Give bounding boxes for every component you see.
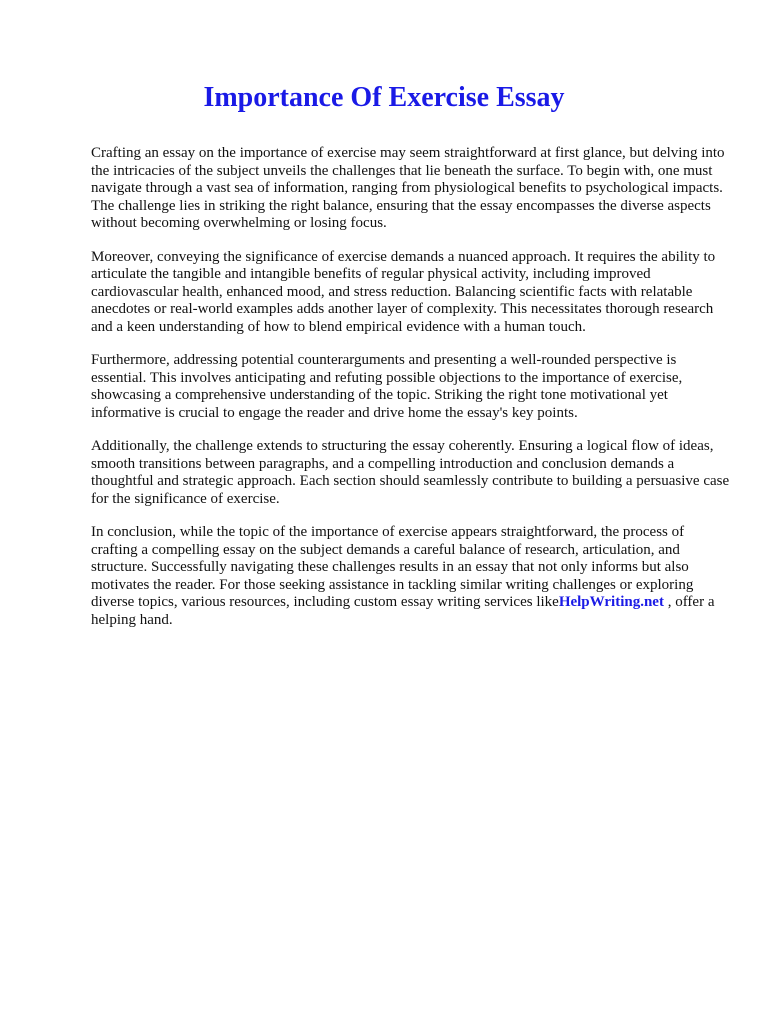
page-title: Importance Of Exercise Essay [203, 82, 565, 113]
paragraph-intro: Crafting an essay on the importance of exercise may seem straightforward at first glance, but delving into the intricacies of the subject unveils the challenges that lie beneath the surface. To begin with, one must navigate through a vast sea of information, ranging from physiological benefits to psychological impacts. The challenge lies in striking the right balance, ensuring that the essay encompasses the diverse aspects without becoming overwhelming or losing focus. [91, 145, 725, 231]
paragraph-significance: Moreover, conveying the significance of exercise demands a nuanced approach. It requires the ability to articulate the tangible and intangible benefits of regular physical activity, including improved cardiovascular health, enhanced mood, and stress reduction. Balancing scientific facts with relatable anecdotes or real-world examples adds another layer of complexity. This necessitates thorough research and a keen understanding of how to blend empirical evidence with a human touch. [91, 248, 716, 335]
essay-body [91, 145, 731, 645]
paragraph-counterarguments: Furthermore, addressing potential counterarguments and presenting a well-rounded perspective is essential. This involves anticipating and refuting possible objections to the importance of exercise, showcasing a comprehensive understanding of the topic. Striking the right tone motivational yet informative is crucial to engage the reader and drive home the essay's key points. [91, 352, 683, 421]
conclusion-text: In conclusion, while the topic of the importance of exercise appears straightforward, the process of crafting a compelling essay on the subject demands a careful balance of research, articulation, and structure. Successfully navigating these challenges results in an essay that not only informs but also motivates the reader. For those seeking assistance in tackling similar writing challenges or exploring diverse topics, various resources, including custom essay writing services like [91, 524, 694, 610]
paragraph-conclusion [91, 524, 731, 629]
conclusion-tail: , offer a helping hand. [91, 594, 715, 628]
paragraph-structure: Additionally, the challenge extends to structuring the essay coherently. Ensuring a logical flow of ideas, smooth transitions between paragraphs, and a compelling introduction and conclusion demands a thoughtful and strategic approach. Each section should seamlessly contribute to building a persuasive case for the significance of exercise. [91, 438, 730, 507]
helpwriting-link[interactable]: HelpWriting.net [558, 594, 664, 610]
